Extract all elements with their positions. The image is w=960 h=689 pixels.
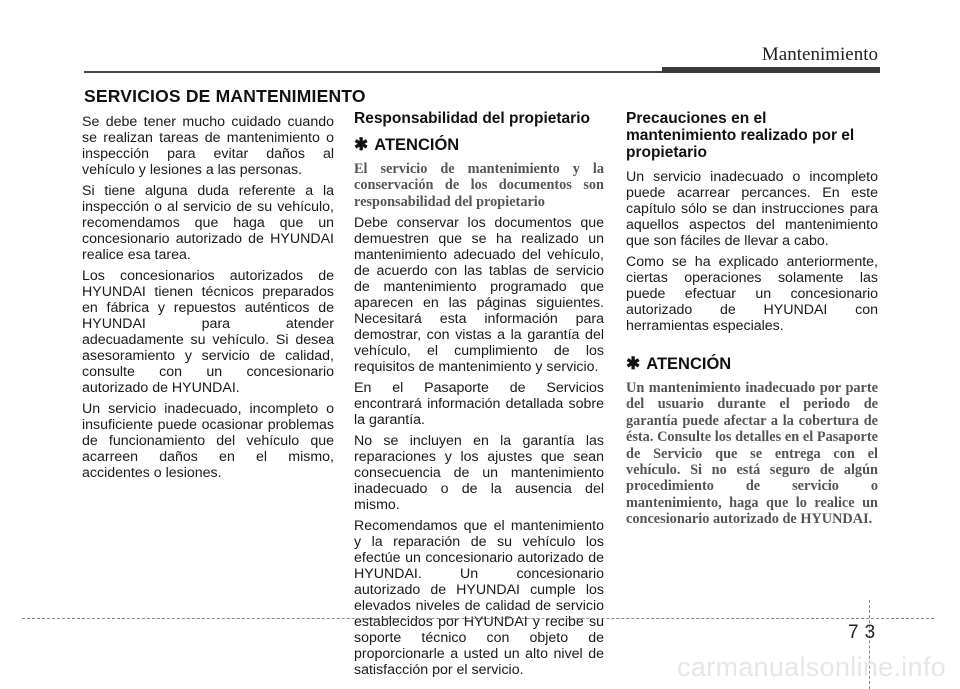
paragraph: Un servicio inadecuado, incompleto o insuficiente puede ocasionar problemas de funcionamiento del vehículo que acarreen daños en el mismo, accidentes o lesiones. [82, 401, 334, 481]
column-left [82, 114, 334, 486]
paragraph: No se incluyen en la garantía las reparaciones y los ajustes que sean consecuencia de un mantenimiento inadecuado o de la ausencia del mismo. [354, 433, 604, 514]
watermark: carmanualsonline.info [677, 652, 946, 682]
owner-responsibility-heading: Responsabilidad del propietario [354, 110, 590, 127]
paragraph: Recomendamos que el mantenimiento y la reparación de su vehículo los efectúe un concesionario autorizado de HYUNDAI. Un concesionario autorizado de HYUNDAI cumple los elevados niveles de calidad de servicio establecidos por HYUNDAI y recibe su soporte técnico con objeto de proporcionarle a usted un alto nivel de satisfacción por el servicio. [354, 518, 604, 679]
paragraph: Si tiene alguna duda referente a la inspección o al servicio de su vehículo, recomendamos que haga que un concesionario autorizado de HYUNDAI realice esa tarea. [82, 183, 334, 263]
owner-precautions-heading: Precauciones en el mantenimiento realizado por el propietario [626, 110, 855, 161]
page-number: 73 [848, 622, 882, 643]
section-title: SERVICIOS DE MANTENIMIENTO [84, 86, 366, 106]
attention-label [626, 356, 878, 372]
paragraph: Como se ha explicado anteriormente, ciertas operaciones solamente las puede efectuar un concesionario autorizado de HYUNDAI con herramientas especiales. [626, 254, 878, 334]
paragraph: Un servicio inadecuado o incompleto puede acarrear percances. En este capítulo sólo se dan instrucciones para aquellos aspectos del mantenimiento que son fáciles de llevar a cabo. [626, 169, 878, 249]
warning-text: Un mantenimiento inadecuado por parte del usuario durante el periodo de garantía puede afectar a la cobertura de ésta. Consulte los detalles en el Pasaporte de Servicio que se entrega con el vehículo. Si no está seguro de algún procedimiento de servicio o mantenimiento, haga que lo realice un concesionario autorizado de HYUNDAI. [626, 380, 878, 528]
column-middle [354, 110, 604, 683]
attention-text: ATENCIÓN [374, 136, 460, 154]
attention-text: ATENCIÓN [646, 355, 732, 373]
warning-text: El servicio de mantenimiento y la conservación de los documentos son responsabilidad del propietario [354, 161, 604, 210]
paragraph: Debe conservar los documentos que demuestren que se ha realizado un mantenimiento adecuado del vehículo, de acuerdo con las tablas de servicio de mantenimiento programado que aparecen en las páginas siguientes. Necesitará esta información para demostrar, con vistas a la garantía del vehículo, el cumplimiento de los requisitos de mantenimiento y servicio. [354, 215, 604, 376]
header-rule-thin [84, 71, 662, 73]
header-rule-thick [662, 67, 880, 73]
running-head: Mantenimiento [761, 44, 878, 65]
paragraph: En el Pasaporte de Servicios encontrará información detallada sobre la garantía. [354, 380, 604, 429]
cross-star-icon: ✱ [626, 354, 641, 373]
attention-label [354, 137, 604, 153]
paragraph: Los concesionarios autorizados de HYUNDAI tienen técnicos preparados en fábrica y repuestos auténticos de HYUNDAI para atender adecuadamente su vehículo. Si desea asesoramiento y servicio de calidad, consulte con un concesionario autorizado de HYUNDAI. [82, 268, 334, 396]
paragraph: Se debe tener mucho cuidado cuando se realizan tareas de mantenimiento o inspección para evitar daños al vehículo y lesiones a las personas. [82, 114, 334, 178]
column-right [626, 110, 878, 533]
footer-rule [22, 618, 934, 619]
cross-star-icon: ✱ [354, 135, 369, 154]
